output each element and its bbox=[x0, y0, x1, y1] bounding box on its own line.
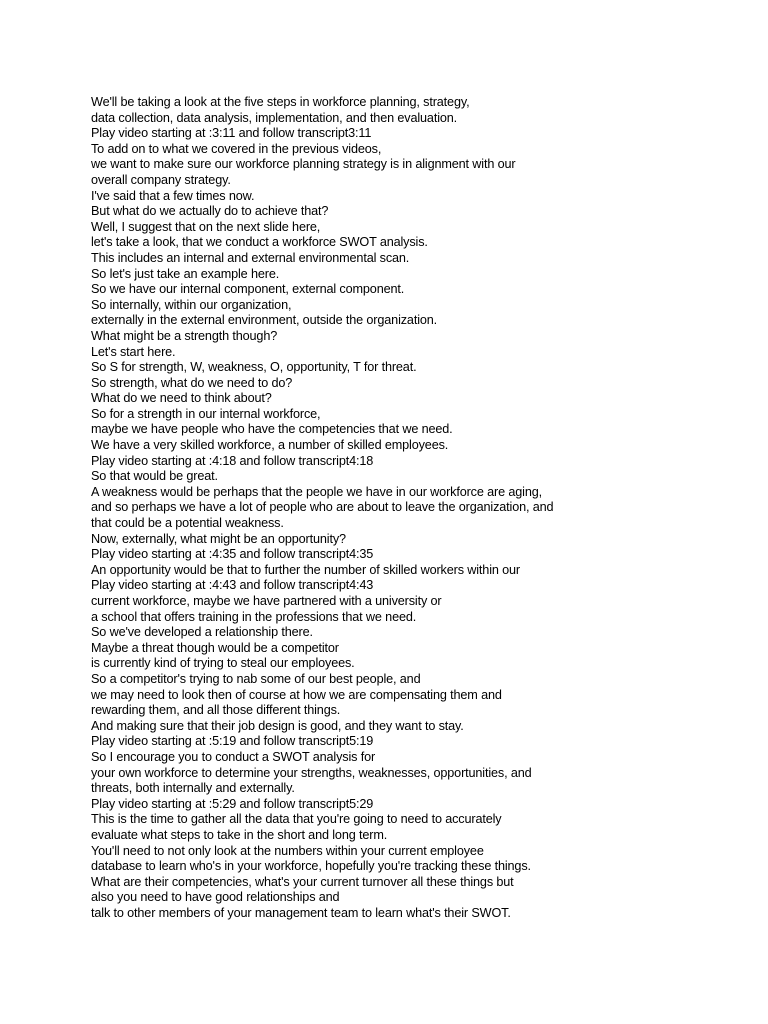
transcript-line: To add on to what we covered in the previous videos, bbox=[91, 140, 382, 156]
transcript-line: we want to make sure our workforce planning strategy is in alignment with our bbox=[91, 156, 516, 172]
transcript-line: evaluate what steps to take in the short and long term. bbox=[91, 826, 388, 842]
transcript-line: also you need to have good relationships and bbox=[91, 889, 340, 905]
transcript-line: So strength, what do we need to do? bbox=[91, 374, 293, 390]
transcript-line: I've said that a few times now. bbox=[91, 187, 255, 203]
transcript-line: threats, both internally and externally. bbox=[91, 780, 295, 796]
transcript-line: So let's just take an example here. bbox=[91, 265, 280, 281]
transcript-line: We have a very skilled workforce, a number of skilled employees. bbox=[91, 437, 449, 453]
transcript-line: database to learn who's in your workforce, hopefully you're tracking these things. bbox=[91, 858, 531, 874]
transcript-line: talk to other members of your management team to learn what's their SWOT. bbox=[91, 904, 511, 920]
transcript-line: Now, externally, what might be an opportunity? bbox=[91, 530, 346, 546]
transcript-line: and so perhaps we have a lot of people who are about to leave the organization, and bbox=[91, 499, 554, 515]
transcript-line: externally in the external environment, outside the organization. bbox=[91, 312, 438, 328]
transcript-line: But what do we actually do to achieve that? bbox=[91, 203, 329, 219]
transcript-line: rewarding them, and all those different things. bbox=[91, 702, 341, 718]
transcript-line: your own workforce to determine your strengths, weaknesses, opportunities, and bbox=[91, 764, 532, 780]
transcript-line: So we've developed a relationship there. bbox=[91, 624, 313, 640]
transcript-timestamp-line: Play video starting at :4:18 and follow transcript4:18 bbox=[91, 452, 374, 468]
transcript-line: So that would be great. bbox=[91, 468, 218, 484]
transcript-line: Maybe a threat though would be a competitor bbox=[91, 639, 339, 655]
transcript-line: a school that offers training in the professions that we need. bbox=[91, 608, 417, 624]
transcript-line: we may need to look then of course at how we are compensating them and bbox=[91, 686, 502, 702]
transcript-line: maybe we have people who have the competencies that we need. bbox=[91, 421, 453, 437]
transcript-line: is currently kind of trying to steal our employees. bbox=[91, 655, 355, 671]
transcript-line: current workforce, maybe we have partnered with a university or bbox=[91, 593, 442, 608]
transcript-line: So I encourage you to conduct a SWOT analysis for bbox=[91, 748, 376, 764]
transcript-timestamp-line: Play video starting at :3:11 and follow transcript3:11 bbox=[91, 125, 372, 141]
transcript-line: What are their competencies, what's your current turnover all these things but bbox=[91, 873, 514, 889]
transcript-timestamp-line: Play video starting at :4:43 and follow transcript4:43 bbox=[91, 577, 374, 593]
transcript-line: that could be a potential weakness. bbox=[91, 515, 284, 531]
transcript-line: So we have our internal component, external component. bbox=[91, 281, 405, 297]
transcript-line: And making sure that their job design is good, and they want to stay. bbox=[91, 717, 464, 733]
transcript-timestamp-line: Play video starting at :5:19 and follow transcript5:19 bbox=[91, 733, 374, 749]
transcript-line: So internally, within our organization, bbox=[91, 296, 292, 312]
transcript-line: This includes an internal and external environmental scan. bbox=[91, 249, 410, 265]
transcript-line: So S for strength, W, weakness, O, opportunity, T for threat. bbox=[91, 359, 417, 375]
transcript-line: This is the time to gather all the data that you're going to need to accurately bbox=[91, 811, 502, 827]
transcript-line: So for a strength in our internal workforce, bbox=[91, 405, 321, 421]
transcript-line: So a competitor's trying to nab some of our best people, and bbox=[91, 670, 421, 686]
transcript-line: You'll need to not only look at the numbers within your current employee bbox=[91, 842, 484, 858]
transcript-line: An opportunity would be that to further the number of skilled workers within our bbox=[91, 561, 520, 577]
transcript-line: What do we need to think about? bbox=[91, 390, 272, 406]
transcript-line: Well, I suggest that on the next slide here, bbox=[91, 218, 321, 234]
transcript-line: We'll be taking a look at the five steps in workforce planning, strategy, bbox=[91, 94, 470, 109]
transcript-timestamp-line: Play video starting at :5:29 and follow transcript5:29 bbox=[91, 795, 374, 811]
transcript-line: overall company strategy. bbox=[91, 171, 231, 187]
transcript-line: Let's start here. bbox=[91, 343, 176, 359]
transcript-line: A weakness would be perhaps that the people we have in our workforce are aging, bbox=[91, 483, 543, 499]
transcript-text bbox=[91, 94, 705, 920]
transcript-line: let's take a look, that we conduct a workforce SWOT analysis. bbox=[91, 234, 428, 250]
transcript-line: data collection, data analysis, implementation, and then evaluation. bbox=[91, 109, 458, 125]
transcript-timestamp-line: Play video starting at :4:35 and follow transcript4:35 bbox=[91, 546, 374, 562]
transcript-line: What might be a strength though? bbox=[91, 327, 278, 343]
